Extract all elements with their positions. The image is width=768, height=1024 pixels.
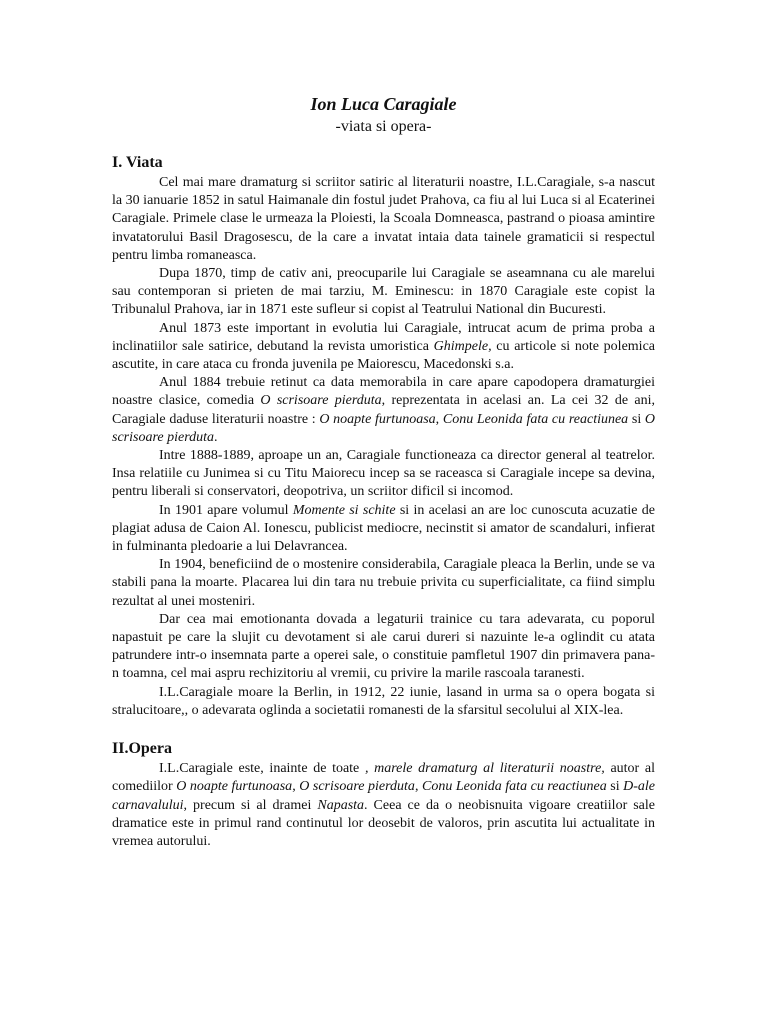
section-heading-viata: I. Viata [112, 154, 163, 171]
italic-title-text: Momente si schite [292, 502, 396, 518]
section-body-viata [112, 174, 655, 720]
paragraph [112, 174, 655, 265]
italic-title-text: , marele dramaturg al literaturii noastre, [364, 761, 605, 777]
paragraph [112, 265, 655, 320]
paragraph [112, 320, 655, 375]
paragraph-text: . [214, 429, 218, 445]
paragraph-text: . Ceea ce da o neobisnuita vigoare creatiilor sale dramatice este in primul rand continutul lor deosebit de valoros, prin ascutita lui actualitate in vremea autorului. [112, 797, 656, 849]
paragraph-text: si [606, 779, 624, 795]
paragraph-text: Anul 1884 trebuie retinut ca data memorabila in care apare capodopera dramaturgiei noastre clasice, comedia [112, 375, 655, 409]
italic-title-text: O noapte furtunoasa [176, 779, 293, 795]
italic-title-text: O scrisoare pierduta [260, 393, 382, 409]
paragraph [112, 684, 655, 720]
italic-title-text: O scrisoare pierduta [112, 411, 656, 445]
document-page [112, 92, 655, 851]
section-body-opera [112, 760, 655, 851]
paragraph [112, 447, 655, 502]
document-title: Ion Luca Caragiale [310, 94, 457, 114]
paragraph-text: I.L.Caragiale este, inainte de toate [159, 761, 365, 777]
document-subtitle: -viata si opera- [335, 118, 432, 135]
italic-title-text: Conu Leonida fata cu reactiunea [442, 411, 629, 427]
paragraph-text: , reprezentata in acelasi an. La cei 32 de ani, Caragiale daduse literaturii noastre : [112, 393, 655, 427]
italic-title-text: O scrisoare pierduta [299, 779, 415, 795]
paragraph-text: , [414, 779, 422, 795]
paragraph-text: In 1904, beneficiind de o mostenire considerabila, Caragiale pleaca la Berlin, unde se va stabili pana la moarte. Placarea lui din tara nu trebuie privita cu superficialitate, ca fiind simplu rezultat al unei mosteniri. [112, 557, 655, 609]
paragraph-text: Anul 1873 este important in evolutia lui Caragiale, intrucat acum de prima proba a inclinatiilor sale satirice, debutand la revista umoristica [112, 320, 655, 354]
paragraph-text: Dupa 1870, timp de cativ ani, preocuparile lui Caragiale se aseamnana cu ale marelui sau contemporan si prieten de mai tarziu, M. Eminescu: in 1870 Caragiale este copist la Tribunalul Prahova, iar in 1871 este sufleur si copist al Teatrului National din Bucuresti. [112, 266, 655, 318]
paragraph-text: autor al comediilor [112, 761, 655, 795]
paragraph-text: In 1901 apare volumul [159, 502, 293, 518]
paragraph-text: si [628, 411, 645, 427]
paragraph [112, 760, 655, 851]
paragraph-text: , precum si al dramei [183, 797, 318, 813]
paragraph-text: Dar cea mai emotionanta dovada a legaturii trainice cu tara adevarata, cu poporul napastuit pe care la slujit cu devotament si ale carui dureri si nazuinte le-a oglindit cu atata patrundere intr-o insemnata parte a operei sale, o constituie pamfletul 1907 din primavera pana-n toamna, cel mai aspru rechizitoriu al vremii, cu privire la marile rascoala taranesti. [112, 611, 655, 682]
paragraph-text: , [435, 411, 443, 427]
paragraph [112, 611, 655, 684]
paragraph-text: Intre 1888-1889, aproape un an, Caragiale functioneaza ca director general al teatrelor. Insa relatiile cu Junimea si cu Titu Maiorecu incep sa se raceasca si Caragiale incepe sa devina, pentru liberali si conservatori, deopotriva, un scriitor dificil si incomod. [112, 448, 655, 500]
paragraph-text: cu articole si note polemica ascutite, in care ataca cu fronda juvenila pe Maiorescu, Macedonski s.a. [112, 338, 655, 373]
paragraph [112, 502, 655, 557]
italic-title-text: D-ale carnavalului [112, 779, 656, 813]
italic-title-text: O noapte furtunoasa [319, 411, 436, 427]
paragraph-text: si in acelasi an are loc cunoscuta acuzatie de plagiat adusa de Caion Al. Ionescu, publicist mediocre, necinstit si amator de scandaluri, infierat in fulminanta pledoarie a lui Delavrancea. [112, 502, 655, 555]
italic-title-text: Conu Leonida fata cu reactiunea [421, 779, 607, 795]
paragraph [112, 374, 655, 447]
section-heading-opera: II.Opera [112, 740, 172, 758]
paragraph-text: , [292, 779, 300, 795]
italic-title-text: Napasta [317, 797, 365, 813]
paragraph [112, 556, 655, 611]
paragraph-text: Cel mai mare dramaturg si scriitor satiric al literaturii noastre, I.L.Caragiale, s-a nascut la 30 ianuarie 1852 in satul Haimanale din fostul judet Prahova, ca fiu al lui Luca si al Ecaterinei Caragiale. Primele clase le urmeaza la Ploiesti, la Scoala Domneasca, pastrand o pioasa amintire invatatorului Basil Dragosescu, de la care a invatat intaia data tainele gramaticii si respectul pentru limba romaneasca. [112, 175, 655, 263]
italic-title-text: Ghimpele, [433, 338, 492, 354]
paragraph-text: I.L.Caragiale moare la Berlin, in 1912, 22 iunie, lasand in urma sa o opera bogata si stralucitoare,, o adevarata oglinda a societatii romanesti de la sfarsitul secolului al XIX-lea. [112, 684, 655, 718]
